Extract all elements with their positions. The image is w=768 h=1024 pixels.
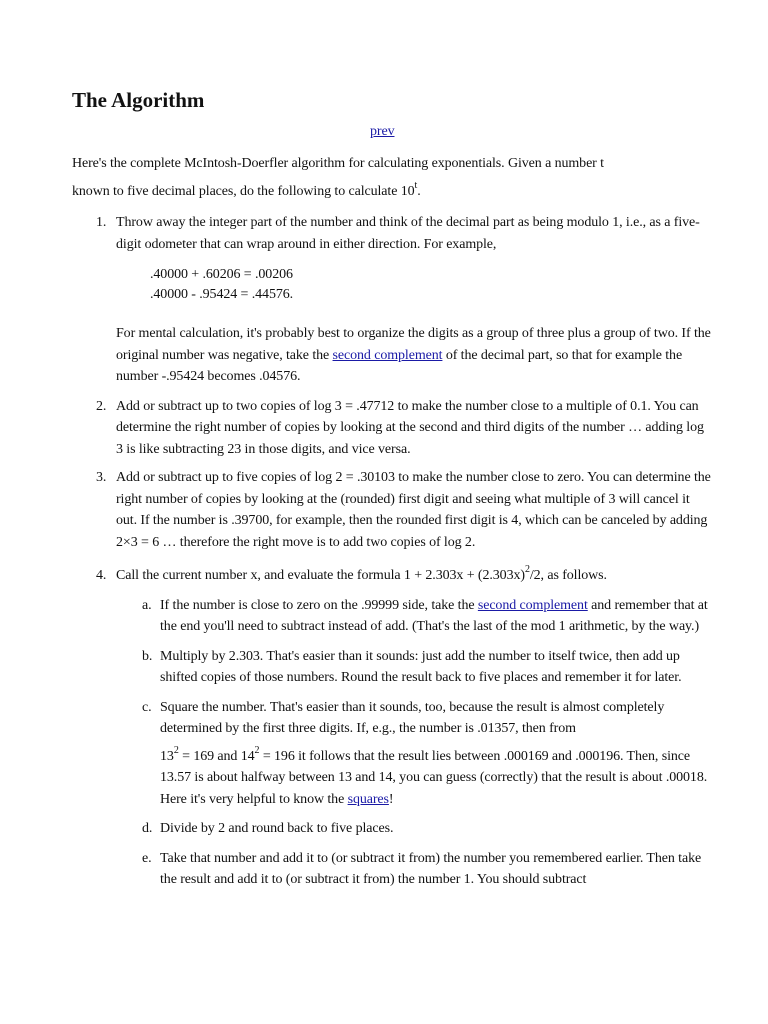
intro-line-2: known to five decimal places, do the following to calculate 10 xyxy=(72,184,415,199)
formula-superscript: 2 xyxy=(524,564,530,575)
note-text: For mental calculation, it's probably best to organize the digits as a group of three plus a group of two. If the original number was negative, take the xyxy=(116,326,711,363)
step-1 xyxy=(72,212,712,388)
substep-letter: d. xyxy=(142,821,153,836)
intro-superscript: t xyxy=(414,180,418,191)
substep-b xyxy=(116,646,712,689)
math-superscript: 2 xyxy=(254,744,260,756)
substep-letter: b. xyxy=(142,648,153,664)
second-complement-link[interactable]: second complement xyxy=(332,347,443,363)
step-text: Add or subtract up to two copies of log 3 = .47712 to make the number close to a multiple of 0.1. You can determine the right number of copies by looking at the second and third digits of the number … adding log 3 is like subtracting 23 in those digits, and vice versa. xyxy=(116,398,704,457)
substep-c xyxy=(116,697,712,811)
substep-d xyxy=(116,818,712,840)
intro-line-1: Here's the complete McIntosh-Doerfler algorithm for calculating exponentials. Given a number t xyxy=(72,156,604,171)
math-text: = 169 and 14 xyxy=(178,748,255,764)
math-text: = 196 it follows that the result lies between .000169 and .000196. Then, since 13.57 is about halfway between 13 and 14, you can guess (correctly) that the result is about .00018. Here it's very helpful to know the xyxy=(160,748,708,807)
formula-text-end: /2, as follows. xyxy=(529,568,607,583)
example-line: .40000 + .60206 = .00206 xyxy=(150,267,293,282)
step-text xyxy=(116,565,712,587)
step-number: 4. xyxy=(96,568,107,583)
step-3 xyxy=(72,467,712,553)
substep-letter: c. xyxy=(142,699,152,715)
substep-letter: e. xyxy=(142,850,152,866)
step-2 xyxy=(72,396,712,461)
substep-a xyxy=(116,595,712,638)
substep-text: and remember that at the end you'll need to subtract instead of add. (That's the last of the mod 1 arithmetic, by the way.) xyxy=(160,597,708,634)
prev-link[interactable]: prev xyxy=(370,124,395,139)
substep-text: Square the number. That's easier than it sounds, too, because the result is almost completely determined by the first three digits. If, e.g., the number is .01357, then from xyxy=(160,699,665,736)
substep-math xyxy=(160,746,712,811)
page-title: The Algorithm xyxy=(72,88,205,112)
step-note xyxy=(116,323,712,388)
second-complement-link[interactable]: second complement xyxy=(477,597,588,613)
step-number: 3. xyxy=(96,470,107,485)
math-text: ! xyxy=(388,791,394,807)
squares-link[interactable]: squares xyxy=(347,791,389,807)
intro-paragraph xyxy=(72,150,712,206)
step-4 xyxy=(72,565,712,891)
substeps xyxy=(116,595,712,891)
intro-line-2-end: . xyxy=(417,184,421,199)
step-number: 2. xyxy=(96,398,107,414)
math-text: 13 xyxy=(160,748,174,764)
substep-letter: a. xyxy=(142,597,152,613)
note-text: of the decimal part, so that for example the number -.95424 becomes .04576. xyxy=(116,347,683,384)
example-block xyxy=(150,265,712,305)
step-number: 1. xyxy=(96,215,107,230)
step-text: Throw away the integer part of the number and think of the decimal part as being modulo 1, i.e., as a five-digit odometer that can wrap around in either direction. For example, xyxy=(116,215,700,252)
step-text: Add or subtract up to five copies of log 2 = .30103 to make the number close to zero. You can determine the right number of copies by looking at the (rounded) first digit and seeing what multiple of 3 will cancel it out. If the number is .39700, for example, then the rounded first digit is 4, which can be canceled by adding 2×3 = 6 … therefore the right move is to add two copies of log 2. xyxy=(116,470,711,550)
formula-text: Call the current number x, and evaluate the formula 1 + 2.303x + (2.303x) xyxy=(116,568,525,583)
substep-text: Divide by 2 and round back to five places. xyxy=(160,821,394,836)
substep-e xyxy=(116,848,712,891)
substep-text: Take that number and add it to (or subtract it from) the number you remembered earlier. Then take the result and add it to (or subtract it from) the number 1. You should subtract xyxy=(160,850,702,887)
algorithm-steps xyxy=(72,212,712,899)
example-line: .40000 - .95424 = .44576. xyxy=(150,287,294,302)
substep-text: Multiply by 2.303. That's easier than it sounds: just add the number to itself twice, then add up shifted copies of those numbers. Round the result back to five places and remember it for later. xyxy=(160,648,682,685)
substep-text: If the number is close to zero on the .99999 side, take the xyxy=(160,597,478,613)
math-superscript: 2 xyxy=(173,744,179,756)
